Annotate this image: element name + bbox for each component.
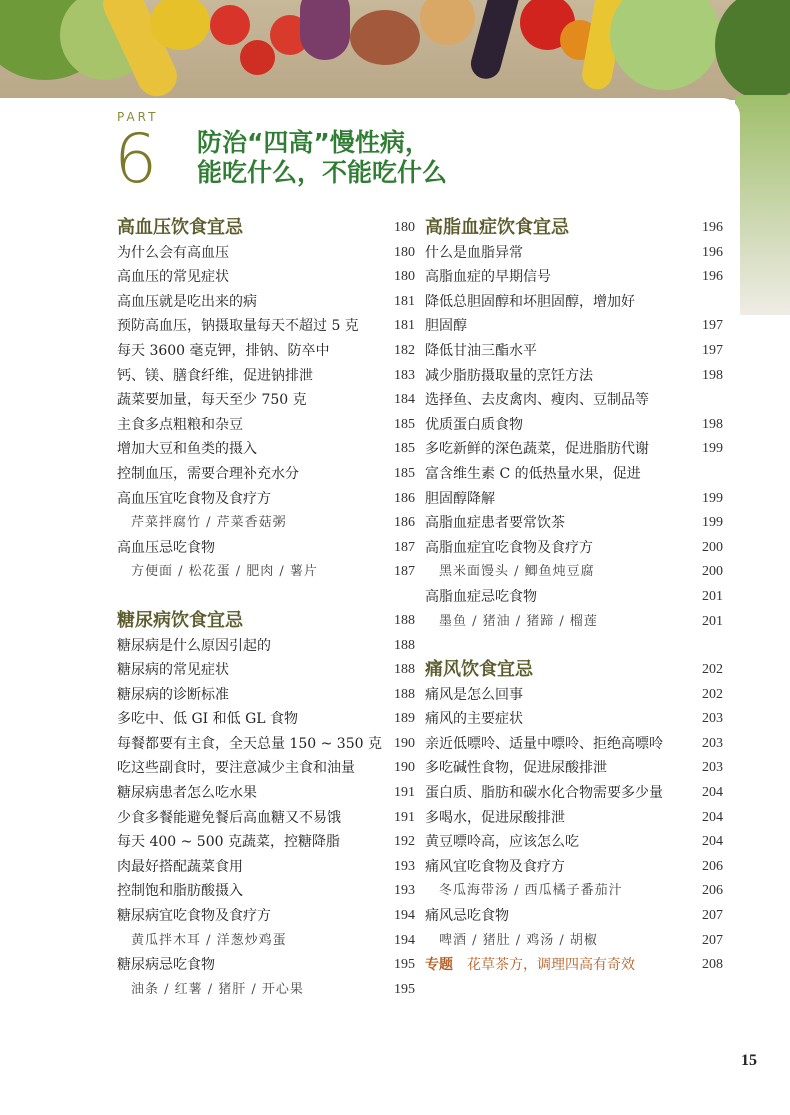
toc-entry-title: 痛风饮食宜忌 bbox=[425, 659, 533, 681]
toc-page-number: 199 bbox=[702, 515, 723, 531]
toc-special-row[interactable] bbox=[425, 953, 723, 978]
toc-page-number: 206 bbox=[702, 883, 723, 899]
toc-entry[interactable] bbox=[117, 339, 415, 364]
toc-section-heading[interactable] bbox=[425, 658, 723, 683]
toc-entry-title: 预防高血压，钠摄取量每天不超过 5 克 bbox=[117, 318, 359, 335]
toc-entry-title: 啤酒 / 猪肚 / 鸡汤 / 胡椒 bbox=[439, 932, 598, 948]
toc-page-number: 194 bbox=[394, 932, 415, 948]
toc-page-number: 187 bbox=[394, 539, 415, 555]
toc-entry-title: 亲近低嘌呤、适量中嘌呤、拒绝高嘌呤 bbox=[425, 735, 663, 752]
part-label: PART bbox=[117, 110, 159, 124]
toc-entry[interactable] bbox=[425, 756, 723, 781]
toc-entry[interactable] bbox=[117, 830, 415, 855]
toc-entry-title: 糖尿病宜吃食物及食疗方 bbox=[117, 908, 271, 925]
toc-recipe-row[interactable] bbox=[117, 560, 415, 585]
toc-entry-title: 多喝水，促进尿酸排泄 bbox=[425, 809, 565, 826]
special-topic-label: 专题 bbox=[425, 957, 453, 974]
toc-page-number: 198 bbox=[702, 367, 723, 383]
toc-page-number: 199 bbox=[702, 441, 723, 457]
toc-page-number: 190 bbox=[394, 735, 415, 751]
toc-page-number: 203 bbox=[702, 735, 723, 751]
toc-entry[interactable] bbox=[425, 585, 723, 610]
toc-entry-title: 痛风的主要症状 bbox=[425, 711, 523, 728]
toc-page-number: 190 bbox=[394, 760, 415, 776]
toc-entry-title: 减少脂肪摄取量的烹饪方法 bbox=[425, 367, 593, 384]
toc-entry[interactable] bbox=[425, 904, 723, 929]
tomato-shape bbox=[210, 5, 250, 45]
toc-entry-title: 痛风是怎么回事 bbox=[425, 686, 523, 703]
toc-entry[interactable] bbox=[425, 413, 723, 438]
toc-page-number: 206 bbox=[702, 858, 723, 874]
vegetable-banner-image bbox=[0, 0, 790, 100]
toc-entry-title: 高脂血症饮食宜忌 bbox=[425, 217, 569, 238]
toc-entry[interactable] bbox=[117, 290, 415, 315]
toc-entry[interactable] bbox=[117, 536, 415, 561]
toc-page-number: 191 bbox=[394, 785, 415, 801]
toc-entry-title: 高脂血症宜吃食物及食疗方 bbox=[425, 539, 593, 556]
toc-entry[interactable] bbox=[117, 634, 415, 659]
toc-entry[interactable] bbox=[117, 364, 415, 389]
toc-entry-title: 多吃新鲜的深色蔬菜，促进脂肪代谢 bbox=[425, 441, 649, 458]
toc-page-number: 197 bbox=[702, 318, 723, 334]
eggplant-shape bbox=[300, 0, 350, 60]
toc-page-number: 196 bbox=[702, 269, 723, 285]
toc-entry-title: 芹菜拌腐竹 / 芹菜香菇粥 bbox=[131, 515, 287, 531]
toc-page-number: 183 bbox=[394, 367, 415, 383]
toc-entry[interactable] bbox=[117, 241, 415, 266]
toc-entry-title: 糖尿病饮食宜忌 bbox=[117, 609, 243, 631]
toc-entry-title: 每天 3600 毫克钾，排钠、防卒中 bbox=[117, 342, 330, 359]
toc-column-right bbox=[425, 216, 723, 978]
special-topic-title: 花草茶方，调理四高有奇效 bbox=[467, 957, 635, 974]
toc-entry-title: 多吃碱性食物，促进尿酸排泄 bbox=[425, 760, 607, 777]
toc-entry-title: 每餐都要有主食，全天总量 150 ~ 350 克 bbox=[117, 735, 382, 752]
toc-entry-title: 高血压饮食宜忌 bbox=[117, 217, 243, 238]
toc-page-number: 187 bbox=[394, 564, 415, 580]
toc-page-number: 188 bbox=[394, 686, 415, 702]
toc-page-number: 201 bbox=[702, 613, 723, 629]
toc-entry[interactable] bbox=[425, 707, 723, 732]
toc-entry[interactable] bbox=[425, 683, 723, 708]
toc-page-number: 181 bbox=[394, 293, 415, 309]
toc-entry-title: 优质蛋白质食物 bbox=[425, 416, 523, 433]
toc-entry-title: 多吃中、低 GI 和低 GL 食物 bbox=[117, 711, 298, 728]
toc-page-number: 182 bbox=[394, 342, 415, 358]
toc-entry[interactable] bbox=[117, 658, 415, 683]
toc-page-number: 204 bbox=[702, 809, 723, 825]
toc-entry-title: 增加大豆和鱼类的摄入 bbox=[117, 441, 257, 458]
toc-entry[interactable] bbox=[117, 314, 415, 339]
toc-entry-title: 黄瓜拌木耳 / 洋葱炒鸡蛋 bbox=[131, 932, 287, 948]
toc-entry-title: 什么是血脂异常 bbox=[425, 244, 523, 261]
toc-entry-title: 墨鱼 / 猪油 / 猪蹄 / 榴莲 bbox=[439, 613, 598, 629]
toc-page-number: 200 bbox=[702, 539, 723, 555]
toc-page-number: 195 bbox=[394, 957, 415, 973]
toc-entry-title: 高血压就是吃出来的病 bbox=[117, 293, 257, 310]
toc-entry[interactable] bbox=[117, 756, 415, 781]
toc-entry[interactable] bbox=[425, 437, 723, 462]
toc-entry-title: 高脂血症患者要常饮茶 bbox=[425, 515, 565, 532]
toc-page-number: 191 bbox=[394, 809, 415, 825]
part-number: 6 bbox=[114, 120, 158, 199]
toc-entry[interactable] bbox=[117, 413, 415, 438]
toc-page-number: 188 bbox=[394, 612, 415, 628]
toc-recipe-row[interactable] bbox=[425, 610, 723, 635]
toc-entry[interactable] bbox=[425, 265, 723, 290]
toc-page-number: 196 bbox=[702, 220, 723, 235]
toc-recipe-row[interactable] bbox=[117, 929, 415, 954]
toc-entry[interactable] bbox=[425, 732, 723, 757]
toc-section-heading[interactable] bbox=[117, 609, 415, 634]
toc-section-heading[interactable] bbox=[425, 216, 723, 241]
toc-entry-title: 黑米面馒头 / 鲫鱼炖豆腐 bbox=[439, 564, 595, 580]
eggplant-shape-2 bbox=[468, 0, 523, 82]
toc-page-number: 195 bbox=[394, 981, 415, 997]
toc-entry-title: 控制血压，需要合理补充水分 bbox=[117, 465, 299, 482]
toc-page-number: 192 bbox=[394, 834, 415, 850]
toc-page-number: 202 bbox=[702, 662, 723, 678]
toc-entry-title: 降低总胆固醇和坏胆固醇，增加好 bbox=[425, 293, 635, 310]
toc-entry-title: 高脂血症忌吃食物 bbox=[425, 588, 537, 605]
toc-page-number: 200 bbox=[702, 564, 723, 580]
toc-entry[interactable] bbox=[117, 437, 415, 462]
toc-entry-title: 控制饱和脂肪酸摄入 bbox=[117, 883, 243, 900]
toc-entry[interactable] bbox=[425, 487, 723, 512]
toc-page-number: 189 bbox=[394, 711, 415, 727]
chapter-title bbox=[197, 128, 447, 188]
toc-page-number: 181 bbox=[394, 318, 415, 334]
onion-shape bbox=[420, 0, 475, 45]
toc-page-number: 203 bbox=[702, 760, 723, 776]
toc-entry[interactable] bbox=[425, 806, 723, 831]
toc-page-number: 207 bbox=[702, 908, 723, 924]
toc-page-number: 201 bbox=[702, 588, 723, 604]
toc-entry-title: 黄豆嘌呤高，应该怎么吃 bbox=[425, 834, 579, 851]
toc-entry-title: 痛风宜吃食物及食疗方 bbox=[425, 858, 565, 875]
toc-page-number: 188 bbox=[394, 637, 415, 653]
toc-page-number: 180 bbox=[394, 220, 415, 235]
toc-entry-title: 钙、镁、膳食纤维，促进钠排泄 bbox=[117, 367, 313, 384]
toc-entry-title: 肉最好搭配蔬菜食用 bbox=[117, 858, 243, 875]
cabbage-shape-2 bbox=[610, 0, 720, 90]
toc-section-heading[interactable] bbox=[117, 216, 415, 241]
toc-entry[interactable] bbox=[425, 314, 723, 339]
toc-entry-title: 方便面 / 松花蛋 / 肥肉 / 薯片 bbox=[131, 564, 318, 580]
toc-entry-title: 胆固醇 bbox=[425, 318, 467, 335]
toc-entry[interactable] bbox=[117, 388, 415, 413]
toc-entry-title: 蔬菜要加量，每天至少 750 克 bbox=[117, 392, 307, 409]
lettuce-side-image bbox=[735, 95, 790, 315]
chapter-title-line2: 能吃什么，不能吃什么 bbox=[197, 158, 448, 187]
toc-entry[interactable] bbox=[117, 265, 415, 290]
toc-entry[interactable] bbox=[117, 683, 415, 708]
toc-entry[interactable] bbox=[117, 487, 415, 512]
toc-entry[interactable] bbox=[425, 388, 715, 413]
toc-page-number: 196 bbox=[702, 244, 723, 260]
toc-page-number: 193 bbox=[394, 883, 415, 899]
toc-page-number: 188 bbox=[394, 662, 415, 678]
toc-entry[interactable] bbox=[117, 855, 415, 880]
toc-entry[interactable] bbox=[117, 806, 415, 831]
toc-page-number: 186 bbox=[394, 515, 415, 531]
toc-entry-title: 胆固醇降解 bbox=[425, 490, 495, 507]
toc-entry[interactable] bbox=[117, 732, 415, 757]
toc-entry-title: 糖尿病忌吃食物 bbox=[117, 957, 215, 974]
toc-entry[interactable] bbox=[117, 879, 415, 904]
toc-page-number: 197 bbox=[702, 342, 723, 358]
toc-entry-title: 高血压忌吃食物 bbox=[117, 539, 215, 556]
toc-entry-title: 富含维生素 C 的低热量水果，促进 bbox=[425, 465, 641, 482]
toc-entry[interactable] bbox=[425, 536, 723, 561]
toc-entry-title: 糖尿病的常见症状 bbox=[117, 662, 229, 679]
toc-entry-title: 降低甘油三酯水平 bbox=[425, 342, 537, 359]
toc-spacer bbox=[117, 585, 407, 609]
toc-entry[interactable] bbox=[425, 855, 723, 880]
toc-entry-title: 吃这些副食时，要注意减少主食和油量 bbox=[117, 760, 355, 777]
toc-entry[interactable] bbox=[425, 241, 723, 266]
toc-page-number: 208 bbox=[702, 957, 723, 973]
toc-recipe-row[interactable] bbox=[425, 560, 723, 585]
toc-page-number: 204 bbox=[702, 834, 723, 850]
toc-entry-title: 痛风忌吃食物 bbox=[425, 908, 509, 925]
chapter-title-line1: 防治“四高”慢性病， bbox=[197, 128, 430, 157]
toc-entry-title: 糖尿病是什么原因引起的 bbox=[117, 637, 271, 654]
toc-entry[interactable] bbox=[425, 364, 723, 389]
toc-column-left bbox=[117, 216, 415, 1002]
toc-entry-title bbox=[425, 953, 635, 978]
toc-entry-title: 每天 400 ~ 500 克蔬菜，控糖降脂 bbox=[117, 834, 340, 851]
toc-page-number: 186 bbox=[394, 490, 415, 506]
toc-spacer bbox=[425, 634, 715, 658]
toc-page-number: 185 bbox=[394, 441, 415, 457]
toc-page-number: 202 bbox=[702, 686, 723, 702]
toc-page-number: 185 bbox=[394, 416, 415, 432]
toc-entry-title: 油条 / 红薯 / 猪肝 / 开心果 bbox=[131, 981, 304, 997]
toc-entry[interactable] bbox=[117, 781, 415, 806]
toc-entry-title: 糖尿病的诊断标准 bbox=[117, 686, 229, 703]
toc-entry[interactable] bbox=[425, 290, 715, 315]
toc-page-number: 193 bbox=[394, 858, 415, 874]
toc-page-number: 207 bbox=[702, 932, 723, 948]
toc-entry[interactable] bbox=[425, 781, 723, 806]
toc-entry-title: 冬瓜海带汤 / 西瓜橘子番茄汁 bbox=[439, 883, 623, 899]
tomato-shape-2 bbox=[240, 40, 275, 75]
toc-entry-title: 高血压宜吃食物及食疗方 bbox=[117, 490, 271, 507]
toc-recipe-row[interactable] bbox=[117, 511, 415, 536]
toc-page-number: 204 bbox=[702, 785, 723, 801]
toc-entry-title: 主食多点粗粮和杂豆 bbox=[117, 416, 243, 433]
toc-entry-title: 糖尿病患者怎么吃水果 bbox=[117, 785, 257, 802]
toc-entry[interactable] bbox=[117, 462, 415, 487]
potato-shape bbox=[350, 10, 420, 65]
toc-page-number: 180 bbox=[394, 244, 415, 260]
toc-entry[interactable] bbox=[425, 339, 723, 364]
toc-entry-title: 高脂血症的早期信号 bbox=[425, 269, 551, 286]
toc-entry[interactable] bbox=[117, 707, 415, 732]
toc-entry-title: 蛋白质、脂肪和碳水化合物需要多少量 bbox=[425, 785, 663, 802]
toc-entry[interactable] bbox=[117, 904, 415, 929]
toc-entry[interactable] bbox=[117, 953, 415, 978]
toc-page-number: 180 bbox=[394, 269, 415, 285]
toc-page-number: 199 bbox=[702, 490, 723, 506]
toc-page-number: 194 bbox=[394, 908, 415, 924]
toc-recipe-row[interactable] bbox=[425, 929, 723, 954]
toc-page-number: 184 bbox=[394, 392, 415, 408]
toc-page-number: 185 bbox=[394, 465, 415, 481]
toc-page-number: 198 bbox=[702, 416, 723, 432]
toc-entry[interactable] bbox=[425, 511, 723, 536]
page-number: 15 bbox=[741, 1052, 757, 1069]
pepper-yellow-shape bbox=[150, 0, 210, 50]
toc-entry[interactable] bbox=[425, 830, 723, 855]
watermelon-shape bbox=[715, 0, 790, 100]
toc-recipe-row[interactable] bbox=[425, 879, 723, 904]
toc-entry[interactable] bbox=[425, 462, 715, 487]
toc-entry-title: 高血压的常见症状 bbox=[117, 269, 229, 286]
toc-page-number: 203 bbox=[702, 711, 723, 727]
toc-entry-title: 选择鱼、去皮禽肉、瘦肉、豆制品等 bbox=[425, 392, 649, 409]
toc-entry-title: 为什么会有高血压 bbox=[117, 244, 229, 261]
toc-entry-title: 少食多餐能避免餐后高血糖又不易饿 bbox=[117, 809, 341, 826]
toc-recipe-row[interactable] bbox=[117, 978, 415, 1003]
